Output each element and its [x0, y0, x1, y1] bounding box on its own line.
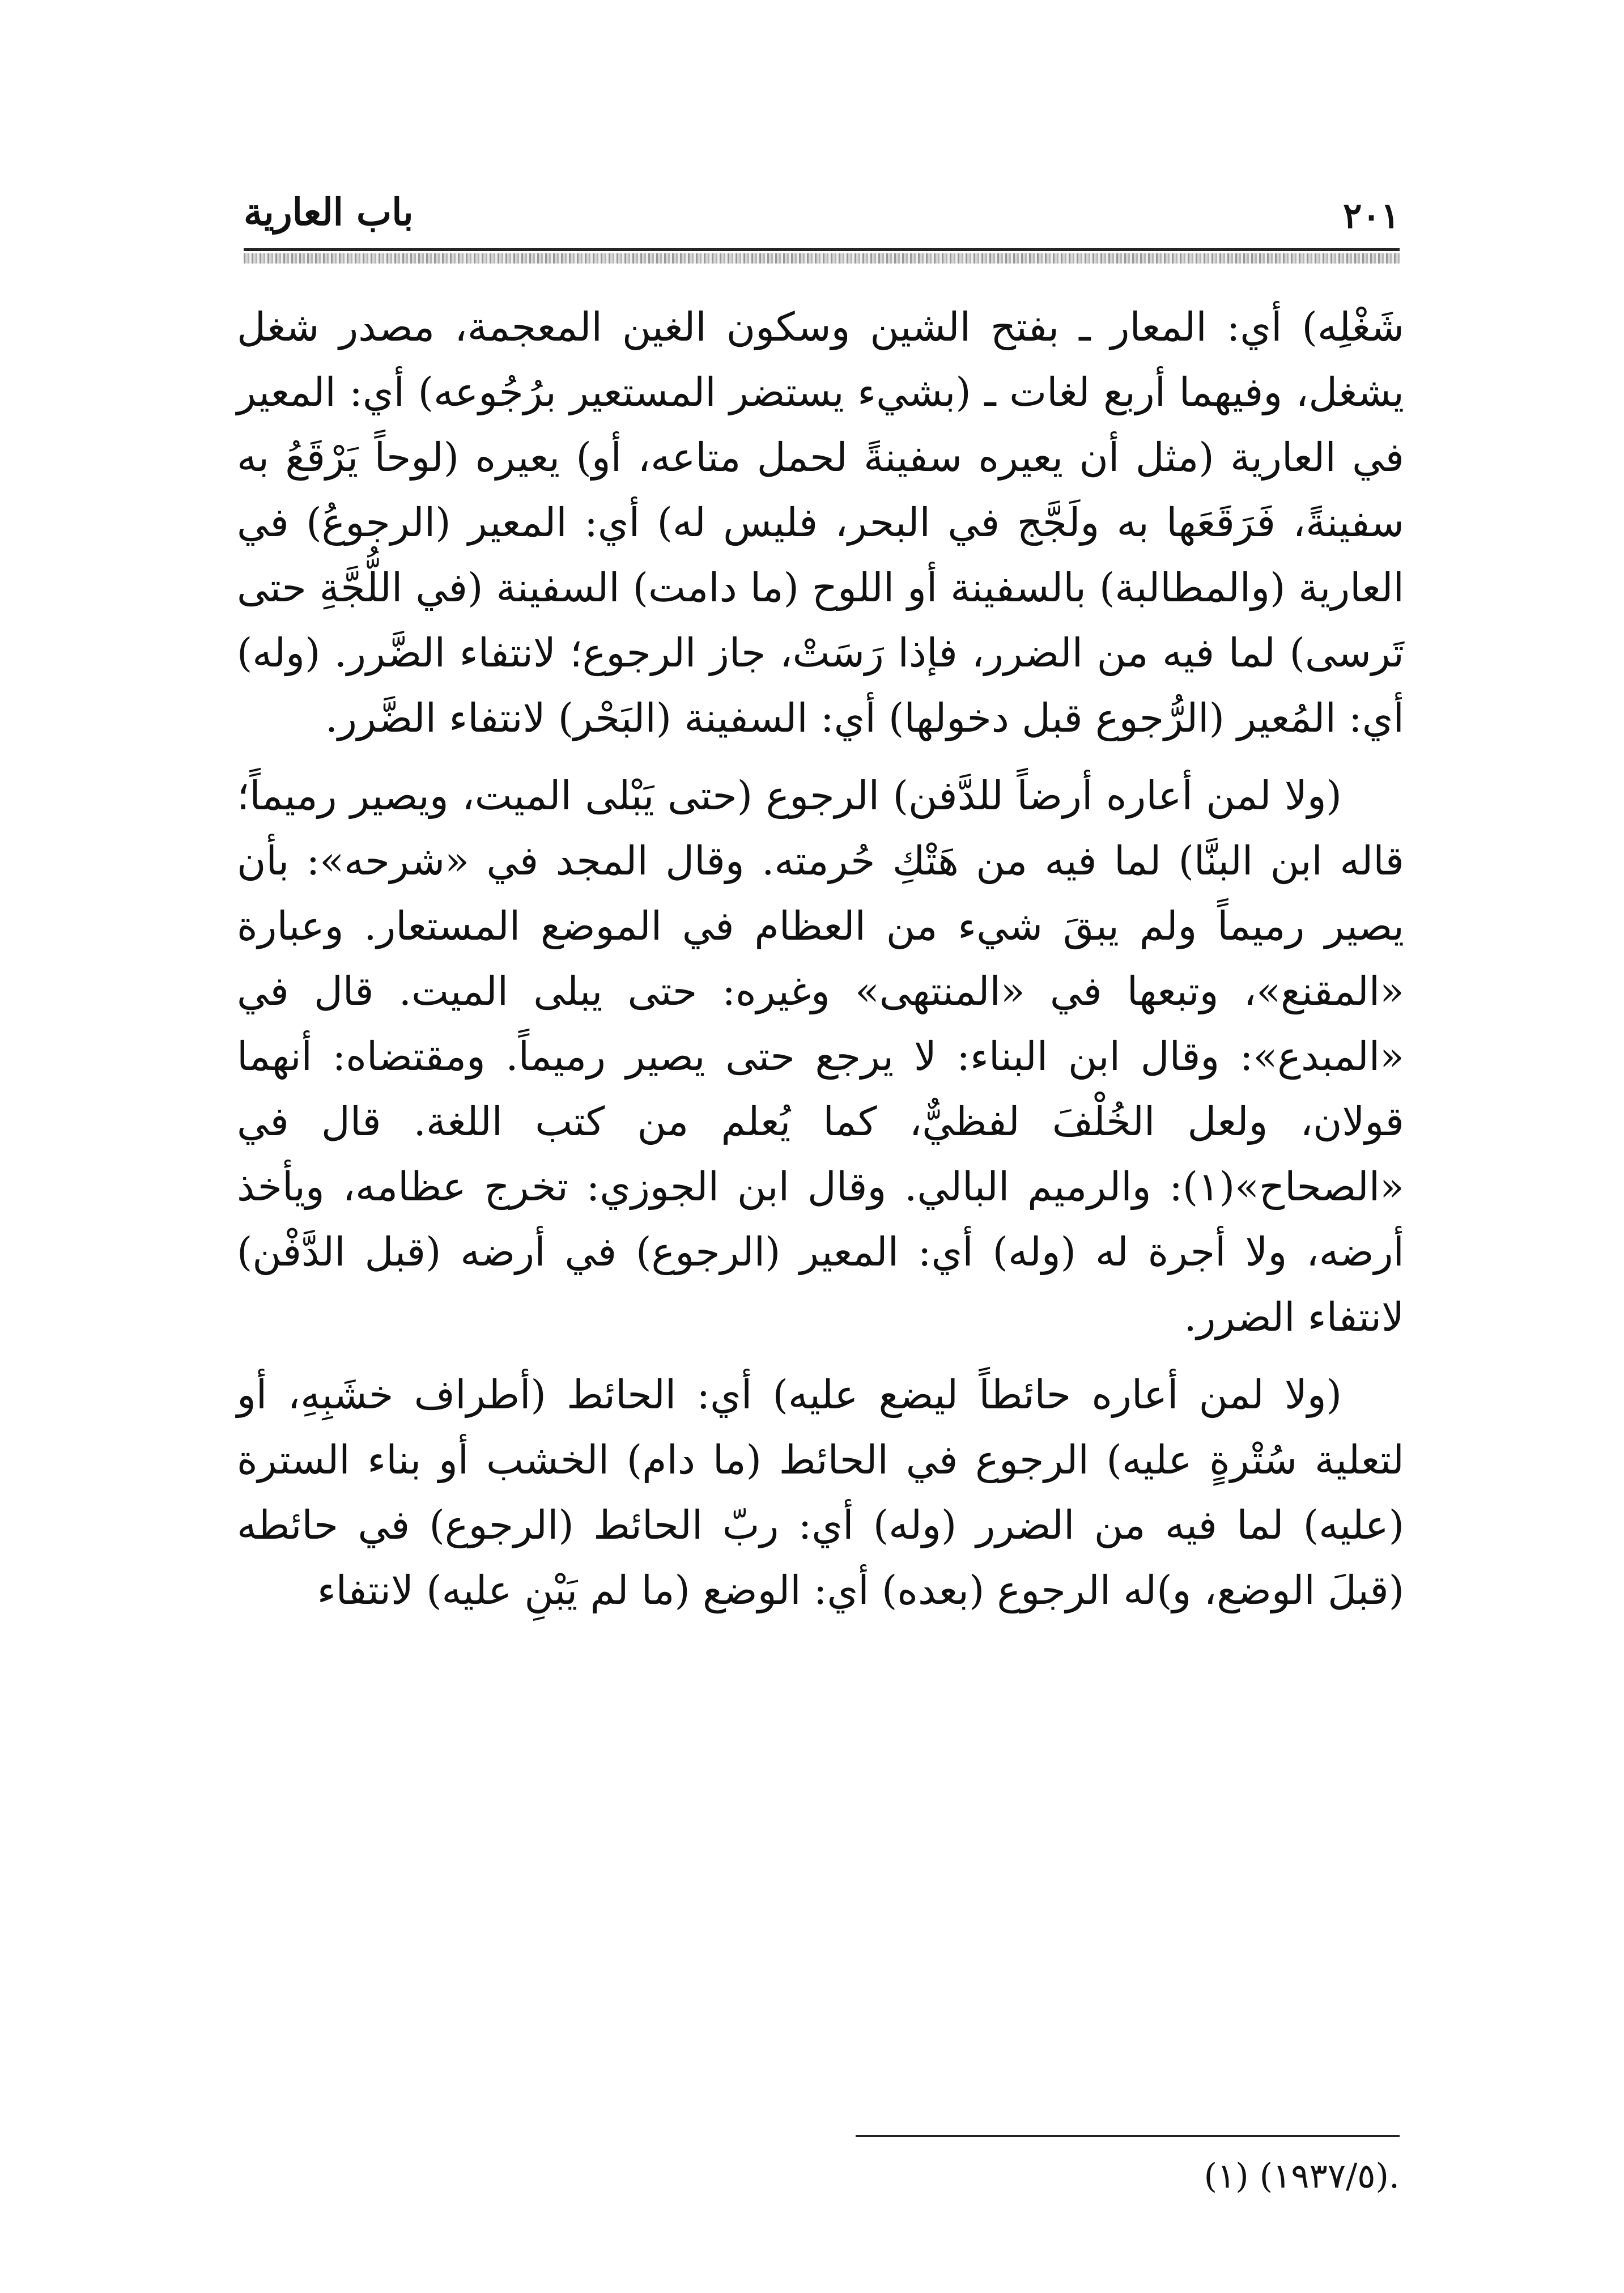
footnote-divider: [856, 2135, 1400, 2137]
paragraph-3: (ولا لمن أعاره حائطاً ليضع عليه) أي: الحائط (أطراف خشَبِهِ، أو لتعلية سُتْرةٍ عليه) الرجوع في الحائط (ما دام) الخشب أو بناء السترة (عليه) لما فيه من الضرر (وله) أي: ربّ الحائط (الرجوع) في حائطه (قبلَ الوضع، و)له الرجوع (بعده) أي: الوضع (ما لم يَبْنِ عليه) لانتفاء: [237, 1371, 1404, 1613]
footnote: .(١٩٣٧/٥) (١): [1204, 2156, 1400, 2196]
paragraph-1: شَغْلِه) أي: المعار ـ بفتح الشين وسكون الغين المعجمة، مصدر شغل يشغل، وفيهما أربع لغات ـ (بشيء يستضر المستعير برُجُوعه) أي: المعير في العارية (مثل أن يعيره سفينةً لحمل متاعه، أو) يعيره (لوحاً يَرْقَعُ به سفينةً، فَرَقَعَها به ولَجَّج في البحر، فليس له) أي: المعير (الرجوعُ) في العارية (والمطالبة) بالسفينة أو اللوح (ما دامت) السفينة (في اللُّجَّةِ حتى تَرسى) لما فيه من الضرر، فإذا رَسَتْ، جاز الرجوع؛ لانتفاء الضَّرر. (وله) أي: المُعير (الرُّجوع قبل دخولها) أي: السفينة (البَحْر) لانتفاء الضَّرر.: [237, 304, 1404, 741]
header-divider-line: [244, 248, 1400, 251]
header-divider-band: [244, 253, 1400, 264]
body-text: [237, 295, 1404, 1636]
page-number: ٢٠١: [1343, 195, 1400, 236]
page-header: [244, 184, 1400, 247]
paragraph-2: (ولا لمن أعاره أرضاً للدَّفن) الرجوع (حتى يَبْلى الميت، ويصير رميماً؛ قاله ابن البنَّا) لما فيه من هَتْكِ حُرمته. وقال المجد في «شرحه»: بأن يصير رميماً ولم يبقَ شيء من العظام في الموضع المستعار. وعبارة «المقنع»، وتبعها في «المنتهى» وغيره: حتى يبلى الميت. قال في «المبدع»: وقال ابن البناء: لا يرجع حتى يصير رميماً. ومقتضاه: أنهما قولان، ولعل الخُلْفَ لفظيٌّ، كما يُعلم من كتب اللغة. قال في «الصحاح»(١): والرميم البالي. وقال ابن الجوزي: تخرج عظامه، ويأخذ أرضه، ولا أجرة له (وله) أي: المعير (الرجوع) في أرضه (قبل الدَّفْن) لانتفاء الضرر.: [237, 772, 1404, 1340]
chapter-title: باب العارية: [244, 190, 414, 234]
header-divider: [244, 248, 1400, 265]
